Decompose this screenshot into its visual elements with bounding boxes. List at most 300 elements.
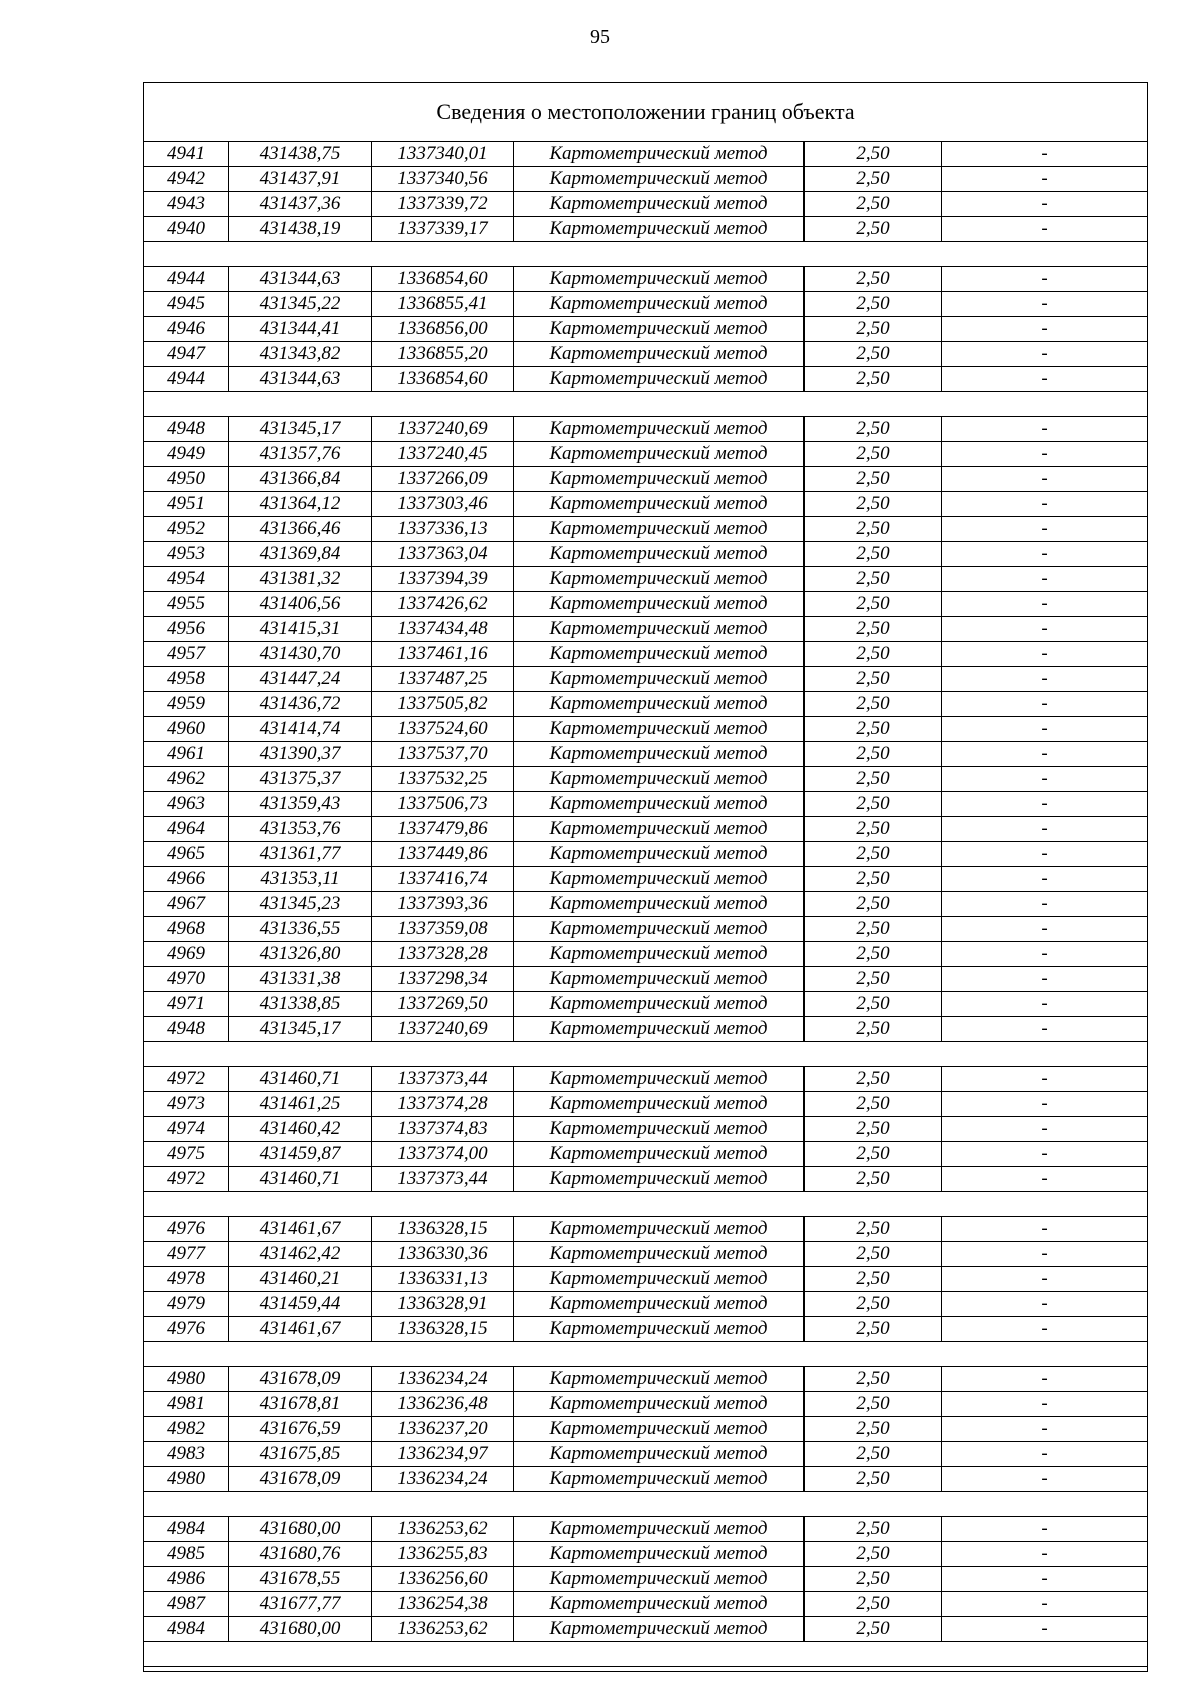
table-row (144, 892, 1147, 917)
description-cell: - (1041, 1168, 1048, 1189)
x-coordinate-cell: 431436,72 (229, 692, 372, 716)
accuracy-cell: 2,50 (804, 1117, 942, 1141)
x-coordinate-cell: 431462,42 (229, 1242, 372, 1266)
description-cell: - (1041, 693, 1048, 714)
point-number-cell: 4942 (144, 167, 229, 191)
description-cell: - (1041, 1443, 1048, 1464)
table-row (144, 317, 1147, 342)
table-row (144, 217, 1147, 242)
method-cell: Картометрический метод (514, 1467, 804, 1491)
point-number-cell: 4962 (144, 767, 229, 791)
x-coordinate-cell: 431680,76 (229, 1542, 372, 1566)
method-cell: Картометрический метод (514, 417, 804, 441)
y-coordinate-cell: 1336328,15 (372, 1317, 514, 1341)
y-coordinate-cell: 1337363,04 (372, 542, 514, 566)
table-row (144, 1167, 1147, 1192)
description-cell: - (1041, 1393, 1048, 1414)
description-cell: - (1041, 293, 1048, 314)
point-number-cell: 4984 (144, 1517, 229, 1541)
method-cell: Картометрический метод (514, 617, 804, 641)
y-coordinate-cell: 1337339,17 (372, 217, 514, 241)
point-number-cell: 4976 (144, 1217, 229, 1241)
description-cell: - (1041, 1068, 1048, 1089)
x-coordinate-cell: 431438,19 (229, 217, 372, 241)
accuracy-cell: 2,50 (804, 1167, 942, 1191)
accuracy-cell: 2,50 (804, 1317, 942, 1341)
y-coordinate-cell: 1337339,72 (372, 192, 514, 216)
method-cell: Картометрический метод (514, 717, 804, 741)
method-cell: Картометрический метод (514, 792, 804, 816)
accuracy-cell: 2,50 (804, 1617, 942, 1641)
point-number-cell: 4947 (144, 342, 229, 366)
x-coordinate-cell: 431353,11 (229, 867, 372, 891)
point-number-cell: 4965 (144, 842, 229, 866)
x-coordinate-cell: 431437,36 (229, 192, 372, 216)
x-coordinate-cell: 431359,43 (229, 792, 372, 816)
x-coordinate-cell: 431344,41 (229, 317, 372, 341)
accuracy-cell: 2,50 (804, 442, 942, 466)
y-coordinate-cell: 1337506,73 (372, 792, 514, 816)
accuracy-cell: 2,50 (804, 367, 942, 391)
y-coordinate-cell: 1337537,70 (372, 742, 514, 766)
accuracy-cell: 2,50 (804, 467, 942, 491)
description-cell: - (1041, 893, 1048, 914)
description-cell: - (1041, 843, 1048, 864)
accuracy-cell: 2,50 (804, 1392, 942, 1416)
x-coordinate-cell: 431415,31 (229, 617, 372, 641)
point-number-cell: 4972 (144, 1067, 229, 1091)
accuracy-cell: 2,50 (804, 1142, 942, 1166)
description-cell: - (1041, 1368, 1048, 1389)
accuracy-cell: 2,50 (804, 1242, 942, 1266)
accuracy-cell: 2,50 (804, 1217, 942, 1241)
table-row (144, 717, 1147, 742)
point-number-cell: 4946 (144, 317, 229, 341)
x-coordinate-cell: 431338,85 (229, 992, 372, 1016)
description-cell: - (1041, 793, 1048, 814)
table-row (144, 492, 1147, 517)
point-number-cell: 4976 (144, 1317, 229, 1341)
method-cell: Картометрический метод (514, 217, 804, 241)
accuracy-cell: 2,50 (804, 1517, 942, 1541)
description-cell: - (1041, 1468, 1048, 1489)
accuracy-cell: 2,50 (804, 1267, 942, 1291)
description-cell: - (1041, 343, 1048, 364)
y-coordinate-cell: 1336255,83 (372, 1542, 514, 1566)
accuracy-cell: 2,50 (804, 917, 942, 941)
x-coordinate-cell: 431344,63 (229, 367, 372, 391)
point-number-cell: 4957 (144, 642, 229, 666)
description-cell: - (1041, 1268, 1048, 1289)
separator-row (144, 242, 1147, 267)
x-coordinate-cell: 431438,75 (229, 142, 372, 166)
table-row (144, 1292, 1147, 1317)
description-cell: - (1041, 1093, 1048, 1114)
table-row (144, 1617, 1147, 1642)
table-row (144, 1567, 1147, 1592)
accuracy-cell: 2,50 (804, 992, 942, 1016)
accuracy-cell: 2,50 (804, 767, 942, 791)
x-coordinate-cell: 431345,22 (229, 292, 372, 316)
method-cell: Картометрический метод (514, 367, 804, 391)
table-row (144, 617, 1147, 642)
description-cell: - (1041, 543, 1048, 564)
table-row (144, 292, 1147, 317)
table-row (144, 917, 1147, 942)
accuracy-cell: 2,50 (804, 1367, 942, 1391)
table-row (144, 1217, 1147, 1242)
description-cell: - (1041, 1518, 1048, 1539)
point-number-cell: 4964 (144, 817, 229, 841)
method-cell: Картометрический метод (514, 1392, 804, 1416)
y-coordinate-cell: 1337374,00 (372, 1142, 514, 1166)
x-coordinate-cell: 431678,09 (229, 1367, 372, 1391)
separator-row (144, 1342, 1147, 1367)
method-cell: Картометрический метод (514, 1317, 804, 1341)
description-cell: - (1041, 643, 1048, 664)
accuracy-cell: 2,50 (804, 717, 942, 741)
method-cell: Картометрический метод (514, 1067, 804, 1091)
point-number-cell: 4968 (144, 917, 229, 941)
method-cell: Картометрический метод (514, 542, 804, 566)
method-cell: Картометрический метод (514, 442, 804, 466)
x-coordinate-cell: 431381,32 (229, 567, 372, 591)
x-coordinate-cell: 431390,37 (229, 742, 372, 766)
table-row (144, 1392, 1147, 1417)
method-cell: Картометрический метод (514, 1217, 804, 1241)
method-cell: Картометрический метод (514, 767, 804, 791)
point-number-cell: 4966 (144, 867, 229, 891)
point-number-cell: 4955 (144, 592, 229, 616)
table-row (144, 692, 1147, 717)
description-cell: - (1041, 443, 1048, 464)
accuracy-cell: 2,50 (804, 642, 942, 666)
table-row (144, 1467, 1147, 1492)
y-coordinate-cell: 1336253,62 (372, 1517, 514, 1541)
point-number-cell: 4950 (144, 467, 229, 491)
method-cell: Картометрический метод (514, 342, 804, 366)
description-cell: - (1041, 593, 1048, 614)
method-cell: Картометрический метод (514, 1367, 804, 1391)
table-row (144, 1367, 1147, 1392)
method-cell: Картометрический метод (514, 567, 804, 591)
x-coordinate-cell: 431460,21 (229, 1267, 372, 1291)
description-cell: - (1041, 1618, 1048, 1639)
description-cell: - (1041, 218, 1048, 239)
table-row (144, 792, 1147, 817)
point-number-cell: 4970 (144, 967, 229, 991)
method-cell: Картометрический метод (514, 1592, 804, 1616)
accuracy-cell: 2,50 (804, 542, 942, 566)
description-cell: - (1041, 1568, 1048, 1589)
description-cell: - (1041, 493, 1048, 514)
y-coordinate-cell: 1336256,60 (372, 1567, 514, 1591)
description-cell: - (1041, 1143, 1048, 1164)
point-number-cell: 4982 (144, 1417, 229, 1441)
accuracy-cell: 2,50 (804, 167, 942, 191)
y-coordinate-cell: 1336234,24 (372, 1367, 514, 1391)
table-row (144, 267, 1147, 292)
method-cell: Картометрический метод (514, 292, 804, 316)
table-row (144, 417, 1147, 442)
table-row (144, 1317, 1147, 1342)
x-coordinate-cell: 431414,74 (229, 717, 372, 741)
x-coordinate-cell: 431678,55 (229, 1567, 372, 1591)
x-coordinate-cell: 431369,84 (229, 542, 372, 566)
point-number-cell: 4943 (144, 192, 229, 216)
y-coordinate-cell: 1337359,08 (372, 917, 514, 941)
description-cell: - (1041, 818, 1048, 839)
point-number-cell: 4987 (144, 1592, 229, 1616)
table-row (144, 992, 1147, 1017)
table-row (144, 1517, 1147, 1542)
description-cell: - (1041, 418, 1048, 439)
y-coordinate-cell: 1336330,36 (372, 1242, 514, 1266)
x-coordinate-cell: 431364,12 (229, 492, 372, 516)
point-number-cell: 4960 (144, 717, 229, 741)
method-cell: Картометрический метод (514, 692, 804, 716)
x-coordinate-cell: 431460,42 (229, 1117, 372, 1141)
accuracy-cell: 2,50 (804, 267, 942, 291)
y-coordinate-cell: 1337240,45 (372, 442, 514, 466)
point-number-cell: 4954 (144, 567, 229, 591)
x-coordinate-cell: 431430,70 (229, 642, 372, 666)
y-coordinate-cell: 1337394,39 (372, 567, 514, 591)
table-row (144, 817, 1147, 842)
table-row (144, 442, 1147, 467)
x-coordinate-cell: 431675,85 (229, 1442, 372, 1466)
description-cell: - (1041, 168, 1048, 189)
method-cell: Картометрический метод (514, 517, 804, 541)
point-number-cell: 4961 (144, 742, 229, 766)
accuracy-cell: 2,50 (804, 1592, 942, 1616)
point-number-cell: 4959 (144, 692, 229, 716)
y-coordinate-cell: 1337374,28 (372, 1092, 514, 1116)
y-coordinate-cell: 1337240,69 (372, 1017, 514, 1041)
accuracy-cell: 2,50 (804, 592, 942, 616)
x-coordinate-cell: 431460,71 (229, 1067, 372, 1091)
method-cell: Картометрический метод (514, 1092, 804, 1116)
description-cell: - (1041, 368, 1048, 389)
accuracy-cell: 2,50 (804, 1442, 942, 1466)
point-number-cell: 4944 (144, 267, 229, 291)
description-cell: - (1041, 618, 1048, 639)
table-row (144, 1017, 1147, 1042)
separator-row (144, 1192, 1147, 1217)
y-coordinate-cell: 1336328,91 (372, 1292, 514, 1316)
y-coordinate-cell: 1336237,20 (372, 1417, 514, 1441)
y-coordinate-cell: 1337487,25 (372, 667, 514, 691)
method-cell: Картометрический метод (514, 867, 804, 891)
x-coordinate-cell: 431406,56 (229, 592, 372, 616)
method-cell: Картометрический метод (514, 1267, 804, 1291)
y-coordinate-cell: 1336331,13 (372, 1267, 514, 1291)
accuracy-cell: 2,50 (804, 1092, 942, 1116)
x-coordinate-cell: 431366,46 (229, 517, 372, 541)
description-cell: - (1041, 968, 1048, 989)
y-coordinate-cell: 1337374,83 (372, 1117, 514, 1141)
description-cell: - (1041, 768, 1048, 789)
y-coordinate-cell: 1337336,13 (372, 517, 514, 541)
method-cell: Картометрический метод (514, 642, 804, 666)
accuracy-cell: 2,50 (804, 517, 942, 541)
table-row (144, 192, 1147, 217)
y-coordinate-cell: 1337373,44 (372, 1167, 514, 1191)
y-coordinate-cell: 1337434,48 (372, 617, 514, 641)
table-row (144, 592, 1147, 617)
accuracy-cell: 2,50 (804, 192, 942, 216)
description-cell: - (1041, 1318, 1048, 1339)
table-row (144, 517, 1147, 542)
method-cell: Картометрический метод (514, 992, 804, 1016)
table-row (144, 567, 1147, 592)
point-number-cell: 4984 (144, 1617, 229, 1641)
accuracy-cell: 2,50 (804, 817, 942, 841)
x-coordinate-cell: 431459,87 (229, 1142, 372, 1166)
description-cell: - (1041, 718, 1048, 739)
method-cell: Картометрический метод (514, 892, 804, 916)
point-number-cell: 4978 (144, 1267, 229, 1291)
point-number-cell: 4983 (144, 1442, 229, 1466)
x-coordinate-cell: 431459,44 (229, 1292, 372, 1316)
separator-row (144, 1492, 1147, 1517)
y-coordinate-cell: 1336854,60 (372, 367, 514, 391)
x-coordinate-cell: 431361,77 (229, 842, 372, 866)
table-row (144, 1267, 1147, 1292)
method-cell: Картометрический метод (514, 1292, 804, 1316)
x-coordinate-cell: 431678,09 (229, 1467, 372, 1491)
point-number-cell: 4958 (144, 667, 229, 691)
y-coordinate-cell: 1336254,38 (372, 1592, 514, 1616)
method-cell: Картометрический метод (514, 1417, 804, 1441)
point-number-cell: 4980 (144, 1467, 229, 1491)
method-cell: Картометрический метод (514, 1617, 804, 1641)
table-row (144, 1092, 1147, 1117)
description-cell: - (1041, 743, 1048, 764)
method-cell: Картометрический метод (514, 267, 804, 291)
method-cell: Картометрический метод (514, 1242, 804, 1266)
point-number-cell: 4953 (144, 542, 229, 566)
x-coordinate-cell: 431680,00 (229, 1517, 372, 1541)
point-number-cell: 4963 (144, 792, 229, 816)
point-number-cell: 4975 (144, 1142, 229, 1166)
accuracy-cell: 2,50 (804, 1567, 942, 1591)
accuracy-cell: 2,50 (804, 692, 942, 716)
y-coordinate-cell: 1337298,34 (372, 967, 514, 991)
x-coordinate-cell: 431343,82 (229, 342, 372, 366)
accuracy-cell: 2,50 (804, 792, 942, 816)
accuracy-cell: 2,50 (804, 1017, 942, 1041)
y-coordinate-cell: 1337426,62 (372, 592, 514, 616)
table-row (144, 867, 1147, 892)
y-coordinate-cell: 1336234,97 (372, 1442, 514, 1466)
method-cell: Картометрический метод (514, 1142, 804, 1166)
x-coordinate-cell: 431375,37 (229, 767, 372, 791)
y-coordinate-cell: 1337532,25 (372, 767, 514, 791)
x-coordinate-cell: 431345,17 (229, 417, 372, 441)
point-number-cell: 4952 (144, 517, 229, 541)
y-coordinate-cell: 1336328,15 (372, 1217, 514, 1241)
accuracy-cell: 2,50 (804, 217, 942, 241)
table-row (144, 142, 1147, 167)
x-coordinate-cell: 431357,76 (229, 442, 372, 466)
y-coordinate-cell: 1337393,36 (372, 892, 514, 916)
point-number-cell: 4974 (144, 1117, 229, 1141)
point-number-cell: 4944 (144, 367, 229, 391)
point-number-cell: 4940 (144, 217, 229, 241)
accuracy-cell: 2,50 (804, 1067, 942, 1091)
point-number-cell: 4985 (144, 1542, 229, 1566)
y-coordinate-cell: 1337416,74 (372, 867, 514, 891)
y-coordinate-cell: 1337461,16 (372, 642, 514, 666)
y-coordinate-cell: 1337479,86 (372, 817, 514, 841)
x-coordinate-cell: 431353,76 (229, 817, 372, 841)
y-coordinate-cell: 1337449,86 (372, 842, 514, 866)
table-row (144, 967, 1147, 992)
description-cell: - (1041, 568, 1048, 589)
method-cell: Картометрический метод (514, 167, 804, 191)
y-coordinate-cell: 1337524,60 (372, 717, 514, 741)
method-cell: Картометрический метод (514, 742, 804, 766)
table-row (144, 842, 1147, 867)
y-coordinate-cell: 1337373,44 (372, 1067, 514, 1091)
point-number-cell: 4967 (144, 892, 229, 916)
point-number-cell: 4969 (144, 942, 229, 966)
table-row (144, 767, 1147, 792)
y-coordinate-cell: 1336234,24 (372, 1467, 514, 1491)
table-title: Сведения о местоположении границ объекта (144, 83, 1147, 142)
description-cell: - (1041, 1243, 1048, 1264)
accuracy-cell: 2,50 (804, 492, 942, 516)
table-row (144, 1117, 1147, 1142)
x-coordinate-cell: 431677,77 (229, 1592, 372, 1616)
description-cell: - (1041, 868, 1048, 889)
description-cell: - (1041, 1593, 1048, 1614)
point-number-cell: 4949 (144, 442, 229, 466)
method-cell: Картометрический метод (514, 1567, 804, 1591)
method-cell: Картометрический метод (514, 1167, 804, 1191)
y-coordinate-cell: 1336855,20 (372, 342, 514, 366)
table-row (144, 367, 1147, 392)
separator-row (144, 1642, 1147, 1667)
method-cell: Картометрический метод (514, 192, 804, 216)
method-cell: Картометрический метод (514, 1542, 804, 1566)
table-row (144, 1067, 1147, 1092)
method-cell: Картометрический метод (514, 942, 804, 966)
accuracy-cell: 2,50 (804, 292, 942, 316)
accuracy-cell: 2,50 (804, 617, 942, 641)
boundary-table-frame (143, 82, 1148, 1672)
method-cell: Картометрический метод (514, 317, 804, 341)
point-number-cell: 4977 (144, 1242, 229, 1266)
accuracy-cell: 2,50 (804, 892, 942, 916)
x-coordinate-cell: 431345,23 (229, 892, 372, 916)
description-cell: - (1041, 193, 1048, 214)
table-row (144, 1417, 1147, 1442)
y-coordinate-cell: 1336856,00 (372, 317, 514, 341)
method-cell: Картометрический метод (514, 467, 804, 491)
x-coordinate-cell: 431461,67 (229, 1317, 372, 1341)
table-row (144, 667, 1147, 692)
description-cell: - (1041, 1018, 1048, 1039)
method-cell: Картометрический метод (514, 1517, 804, 1541)
point-number-cell: 4986 (144, 1567, 229, 1591)
y-coordinate-cell: 1336855,41 (372, 292, 514, 316)
x-coordinate-cell: 431460,71 (229, 1167, 372, 1191)
point-number-cell: 4979 (144, 1292, 229, 1316)
description-cell: - (1041, 143, 1048, 164)
x-coordinate-cell: 431680,00 (229, 1617, 372, 1641)
